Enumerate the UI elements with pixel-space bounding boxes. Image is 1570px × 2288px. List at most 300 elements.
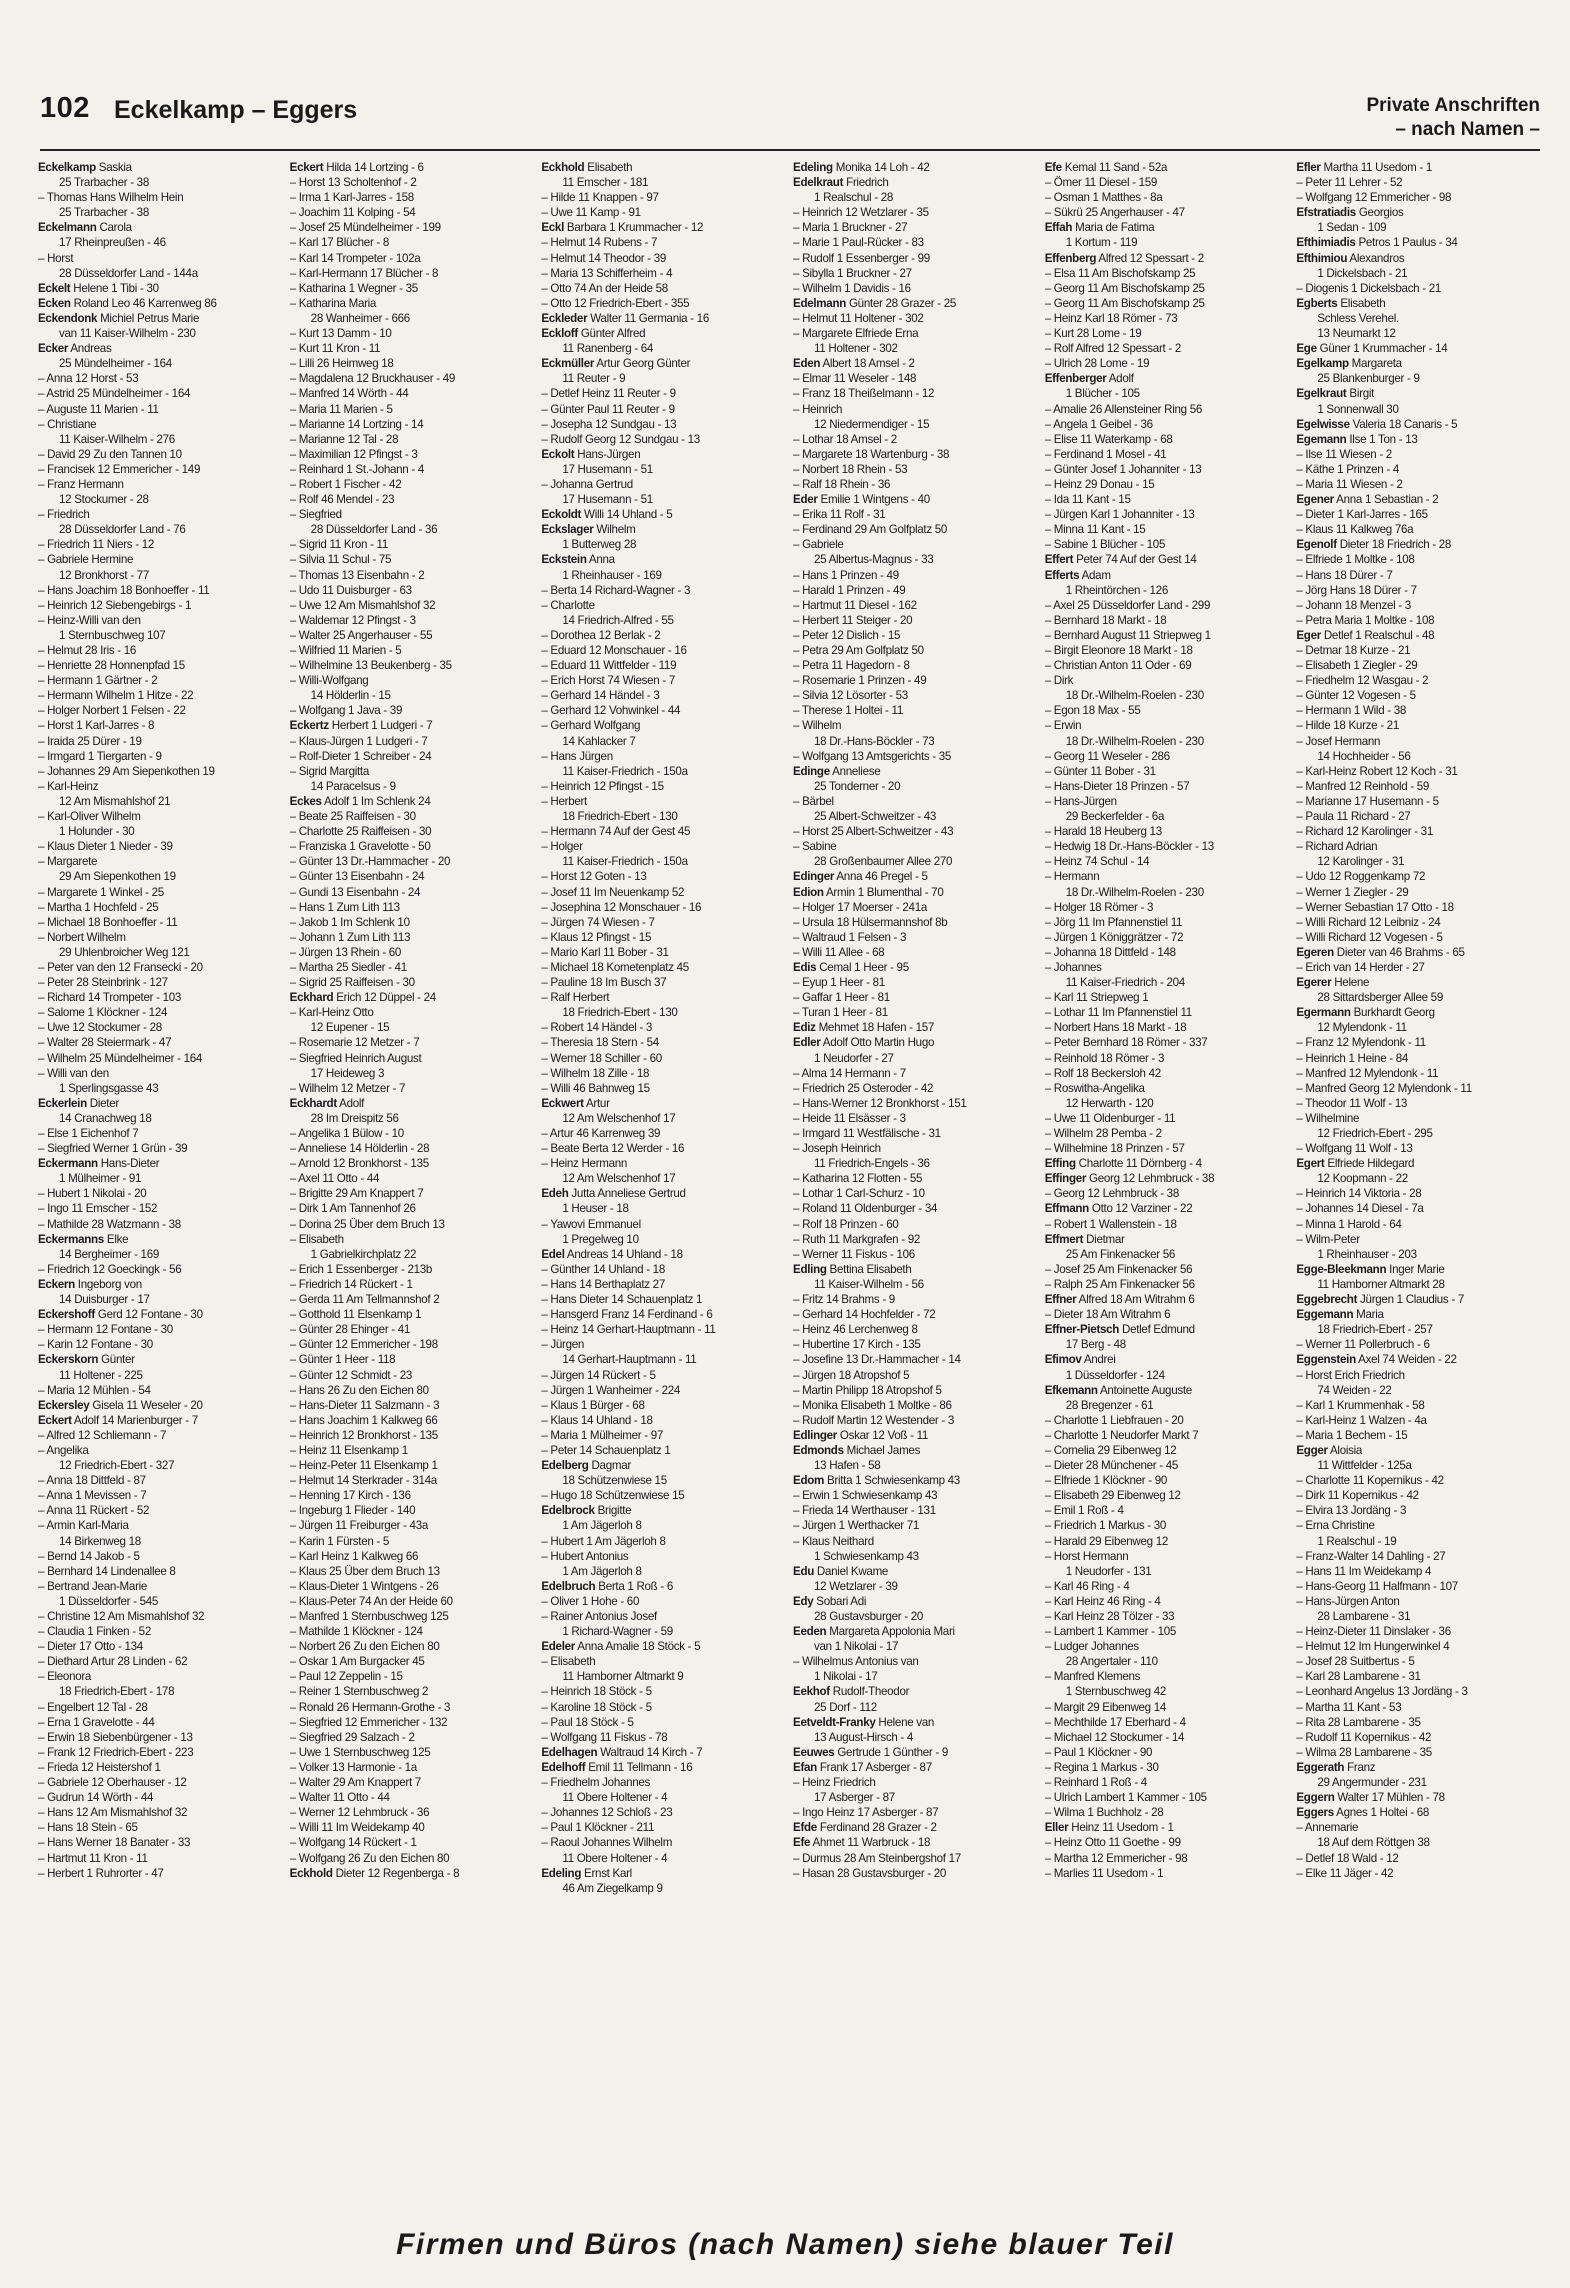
surname-entry [793, 1262, 1039, 1277]
sub-entry: – Günter 28 Ehinger - 41 [289, 1323, 411, 1337]
sub-entry: – Klaus 25 Über dem Bruch 13 [289, 1564, 440, 1578]
page-header [40, 86, 1540, 146]
address-line: 11 Kaiser-Friedrich - 204 [1065, 976, 1185, 990]
surname: Edlinger [793, 1428, 837, 1442]
address-line: 28 Lambarene - 31 [1317, 1610, 1411, 1623]
address-line: 12 Friedrich-Ebert - 327 [59, 1459, 175, 1473]
sub-entry: – Martha 25 Siedler - 41 [289, 960, 407, 974]
surname: Eckert [289, 161, 324, 174]
surname: Eckershoff [38, 1308, 95, 1322]
entry-detail: Adolf 14 Marienburger - 7 [71, 1413, 198, 1427]
surname-entry [541, 220, 787, 235]
address-line: 28 Düsseldorfer Land - 144a [59, 266, 198, 280]
address-line: 28 Großenbaumer Allee 270 [814, 855, 953, 869]
surname-entry [793, 764, 1039, 779]
sub-entry: – Willi-Wolfgang [289, 674, 369, 688]
surname-entry [290, 160, 536, 175]
sub-entry: – Angela 1 Geibel - 36 [1044, 417, 1153, 431]
surname-entry [541, 552, 787, 567]
address-line: 17 Husemann - 51 [562, 493, 653, 507]
surname-entry [1296, 356, 1542, 371]
entry-detail: Adolf Otto Martin Hugo [820, 1036, 935, 1050]
sub-entry: – Jürgen 1 Werthacker 71 [793, 1519, 920, 1533]
entry-detail: Willi 14 Uhland - 5 [581, 508, 673, 522]
address-line: 1 Realschul - 28 [814, 191, 893, 205]
sub-entry: – Holger [541, 840, 583, 854]
sub-entry: – Kurt 28 Lome - 19 [1044, 327, 1142, 341]
sub-entry: – Lothar 1 Carl-Schurz - 10 [793, 1187, 925, 1201]
surname: Ecker [38, 342, 69, 356]
surname: Eeuwes [793, 1745, 835, 1759]
sub-entry: – Willi van den [38, 1066, 109, 1080]
sub-entry: – Karl 1 Krummenhak - 58 [1296, 1398, 1425, 1412]
surname-entry [793, 960, 1039, 975]
address-line: 14 Bergheimer - 169 [59, 1247, 159, 1261]
sub-entry: – Hermann 1 Gärtner - 2 [38, 674, 158, 688]
entry-detail: Hans-Dieter [97, 1157, 160, 1171]
sub-entry: – Hans Werner 18 Banater - 33 [38, 1836, 191, 1850]
surname: Eckhardt [289, 1096, 337, 1110]
address-line: 29 Angermunder - 231 [1317, 1776, 1427, 1790]
sub-entry: – Günter 13 Dr.-Hammacher - 20 [289, 855, 451, 869]
surname: Effmann [1044, 1202, 1089, 1216]
sub-entry: – Hermann 1 Wild - 38 [1296, 704, 1407, 718]
directory-column-6 [1296, 160, 1542, 2220]
surname: Eckmüller [541, 357, 595, 371]
address-line: 11 Kaiser-Wilhelm - 276 [59, 432, 175, 446]
surname-entry [290, 1096, 536, 1111]
sub-entry: – Friedrich 1 Markus - 30 [1044, 1519, 1167, 1533]
sub-entry: – Waltraud 1 Felsen - 3 [793, 930, 907, 944]
sub-entry: – Willi Richard 12 Leibniz - 24 [1296, 915, 1441, 929]
sub-entry: – Mathilde 28 Watzmann - 38 [38, 1217, 181, 1231]
sub-entry: – Gerda 11 Am Tellmannshof 2 [289, 1293, 440, 1307]
sub-entry: – Emil 1 Roß - 4 [1044, 1504, 1124, 1518]
sub-entry: – Hans Joachim 18 Bonhoeffer - 11 [38, 583, 210, 597]
address-line: 25 Mündelheimer - 164 [59, 357, 172, 371]
sub-entry: – Siegfried [289, 508, 342, 522]
entry-detail: Petros 1 Paulus - 34 [1355, 236, 1458, 250]
sub-entry: – Anna 12 Horst - 53 [38, 372, 139, 386]
entry-detail: Andrei [1081, 1353, 1116, 1367]
sub-entry: – Alma 14 Hermann - 7 [793, 1066, 906, 1080]
address-line: 28 Im Dreispitz 56 [310, 1111, 399, 1125]
address-line: 12 Mylendonk - 11 [1317, 1021, 1407, 1035]
directory-columns [38, 160, 1542, 2220]
sub-entry: – Günter Paul 11 Reuter - 9 [541, 402, 675, 416]
surname: Eckoldt [541, 508, 582, 522]
entry-detail: Detlef 1 Realschul - 48 [1320, 628, 1435, 642]
surname-entry [793, 160, 1039, 175]
sub-entry: – Detlef Heinz 11 Reuter - 9 [541, 387, 676, 401]
section-subtitle: – nach Namen – [1395, 119, 1540, 140]
sub-entry: – Mario Karl 11 Bober - 31 [541, 945, 669, 959]
sub-entry: – Hans 1 Zum Lith 113 [289, 900, 400, 914]
sub-entry: – David 29 Zu den Tannen 10 [38, 447, 182, 461]
sub-entry: – Dorina 25 Über dem Bruch 13 [289, 1217, 445, 1231]
sub-entry: – Sibylla 1 Bruckner - 27 [793, 266, 912, 280]
sub-entry: – Maria 11 Wiesen - 2 [1296, 477, 1403, 491]
sub-entry: – Karl Heinz 46 Ring - 4 [1044, 1594, 1161, 1608]
sub-entry: – Jürgen 1 Wanheimer - 224 [541, 1383, 681, 1397]
sub-entry: – Artur 46 Karrenweg 39 [541, 1127, 661, 1140]
sub-entry: – Elisabeth [541, 1655, 596, 1669]
address-line: 17 Rheinpreußen - 46 [59, 236, 166, 250]
sub-entry: – Roland 11 Oldenburger - 34 [793, 1202, 938, 1216]
sub-entry: – Theodor 11 Wolf - 13 [1296, 1096, 1408, 1110]
entry-detail: Dieter 18 Friedrich - 28 [1336, 538, 1452, 552]
address-line: 11 Obere Holtener - 4 [562, 1791, 668, 1805]
sub-entry: – Klaus 1 Bürger - 68 [541, 1398, 645, 1412]
sub-entry: – Karin 12 Fontane - 30 [38, 1338, 153, 1352]
surname-entry [1045, 1383, 1291, 1398]
address-line: 18 Dr.-Wilhelm-Roelen - 230 [1065, 734, 1204, 748]
sub-entry: – Maximilian 12 Pfingst - 3 [289, 447, 418, 461]
page-range-title: Eckelkamp – Eggers [114, 96, 358, 124]
entry-detail: Gertrude 1 Günther - 9 [834, 1745, 949, 1759]
entry-detail: Dieter [86, 1096, 119, 1110]
entry-detail: Dagmar [588, 1459, 631, 1473]
surname-entry [38, 1352, 284, 1367]
sub-entry: – Annemarie [1296, 1821, 1359, 1835]
entry-detail: Ingeborg von [74, 1277, 142, 1291]
address-line: 1 Realschul - 19 [1317, 1534, 1397, 1548]
surname-entry [541, 522, 787, 537]
sub-entry: – Johannes 29 Am Siepenkothen 19 [38, 764, 215, 778]
sub-entry: – Manfred 12 Mylendonk - 11 [1296, 1066, 1439, 1080]
sub-entry: – Gaffar 1 Heer - 81 [793, 991, 890, 1005]
entry-detail: Charlotte 11 Dörnberg - 4 [1075, 1157, 1202, 1171]
sub-entry: – Paul 18 Stöck - 5 [541, 1715, 634, 1729]
sub-entry: – Johanna 18 Dittfeld - 148 [1044, 945, 1176, 959]
surname-entry [1045, 568, 1291, 583]
sub-entry: – Bärbel [793, 794, 834, 808]
sub-entry: – Turan 1 Heer - 81 [793, 1006, 888, 1020]
address-line: van 1 Nikolai - 17 [814, 1640, 899, 1654]
entry-detail: Sobari Adi [813, 1594, 867, 1608]
sub-entry: – Harald 29 Eibenweg 12 [1044, 1534, 1168, 1548]
directory-column-2 [290, 160, 536, 2220]
address-line: 11 Holtener - 302 [814, 342, 898, 356]
surname-entry [541, 1866, 787, 1881]
entry-detail: Berta 1 Roß - 6 [595, 1579, 674, 1593]
entry-detail: Agnes 1 Holtei - 68 [1333, 1806, 1430, 1820]
surname-entry [1045, 1322, 1291, 1337]
surname: Egberts [1296, 296, 1338, 310]
sub-entry: – Karl-Heinz 1 Walzen - 4a [1296, 1413, 1427, 1427]
sub-entry: – Willi 46 Bahnweg 15 [541, 1081, 650, 1095]
sub-entry: – Eleonora [38, 1670, 92, 1684]
address-line: 14 Paracelsus - 9 [310, 779, 396, 793]
sub-entry: – Karl 11 Striepweg 1 [1044, 991, 1149, 1005]
surname: Edelbrock [541, 1504, 595, 1518]
sub-entry: – Wilhelmine 13 Beukenberg - 35 [289, 659, 452, 673]
sub-entry: – Friedrich 11 Niers - 12 [38, 538, 154, 552]
address-line: 1 Rheinhauser - 203 [1317, 1247, 1417, 1261]
sub-entry: – Iraida 25 Dürer - 19 [38, 734, 142, 748]
entry-detail: Ferdinand 28 Grazer - 2 [816, 1821, 937, 1835]
address-line: 11 Wittfelder - 125a [1317, 1459, 1412, 1473]
sub-entry: – Josephina 12 Monschauer - 16 [541, 900, 702, 914]
entry-detail: Armin 1 Blumenthal - 70 [823, 885, 944, 899]
sub-entry: – Maria 1 Bruckner - 27 [793, 221, 908, 235]
address-line: 17 Berg - 48 [1065, 1338, 1126, 1352]
sub-entry: – Regina 1 Markus - 30 [1044, 1760, 1159, 1774]
sub-entry: – Irmgard 11 Westfälische - 31 [793, 1127, 941, 1140]
sub-entry: – Manfred Klemens [1044, 1670, 1141, 1684]
surname-entry [793, 1684, 1039, 1699]
sub-entry: – Ulrich 28 Lome - 19 [1044, 357, 1150, 371]
sub-entry: – Raoul Johannes Wilhelm [541, 1836, 673, 1850]
sub-entry: – Otto 12 Friedrich-Ebert - 355 [541, 296, 690, 310]
sub-entry: – Anna 1 Mevissen - 7 [38, 1489, 147, 1503]
address-line: 1 Kortum - 119 [1065, 236, 1138, 250]
sub-entry: – Axel 11 Otto - 44 [289, 1172, 380, 1186]
sub-entry: – Sigrid 11 Kron - 11 [289, 538, 388, 552]
surname: Edy [793, 1594, 814, 1608]
address-line: 11 Kaiser-Friedrich - 150a [562, 764, 688, 778]
surname: Eckwert [541, 1096, 584, 1110]
sub-entry: – Sükrü 25 Angerhauser - 47 [1044, 206, 1185, 220]
sub-entry: – Heinz Friedrich [793, 1776, 876, 1790]
sub-entry: – Ömer 11 Diesel - 159 [1044, 176, 1158, 190]
sub-entry: – Eyup 1 Heer - 81 [793, 976, 885, 990]
sub-entry: – Pauline 18 Im Busch 37 [541, 976, 667, 990]
sub-entry: – Karl 14 Trompeter - 102a [289, 251, 421, 265]
sub-entry: – Heinrich 12 Bronkhorst - 135 [289, 1428, 438, 1442]
sub-entry: – Hans-Jürgen Anton [1296, 1594, 1400, 1608]
sub-entry: – Robert 14 Händel - 3 [541, 1021, 653, 1035]
sub-entry: – Gerhard 14 Händel - 3 [541, 689, 660, 703]
entry-detail: Ahmet 11 Warbruck - 18 [810, 1836, 931, 1850]
sub-entry: – Elisabeth [289, 1232, 344, 1246]
sub-entry: – Ronald 26 Hermann-Grothe - 3 [289, 1700, 451, 1714]
surname: Eckstein [541, 553, 587, 567]
sub-entry: – Lambert 1 Kammer - 105 [1044, 1625, 1177, 1639]
address-line: 11 Reuter - 9 [562, 372, 626, 386]
entry-detail: Anneliese [829, 764, 881, 778]
sub-entry: – Dieter 18 Am Witrahm 6 [1044, 1308, 1171, 1322]
sub-entry: – Charlotte 11 Kopernikus - 42 [1296, 1474, 1444, 1488]
sub-entry: – Hans-Dieter 18 Prinzen - 57 [1044, 779, 1190, 793]
surname: Egeren [1296, 945, 1334, 959]
entry-detail: Martha 11 Usedom - 1 [1320, 161, 1433, 174]
surname-entry [793, 1564, 1039, 1579]
address-line: 28 Wanheimer - 666 [310, 311, 410, 325]
surname-entry [38, 1398, 284, 1413]
surname: Eekhof [793, 1685, 830, 1699]
address-line: 11 Kaiser-Wilhelm - 56 [814, 1277, 924, 1291]
sub-entry: – Anna 11 Rückert - 52 [38, 1504, 150, 1518]
entry-detail: Antoinette Auguste [1097, 1383, 1192, 1397]
address-line: 14 Birkenweg 18 [59, 1534, 141, 1548]
surname: Eckelkamp [38, 161, 96, 174]
address-line: 1 Am Jägerloh 8 [562, 1564, 642, 1578]
surname: Eden [793, 357, 821, 371]
surname: Eckslager [541, 523, 594, 537]
surname-entry [541, 160, 787, 175]
sub-entry: – Josef 11 Im Neuenkamp 52 [541, 885, 685, 899]
sub-entry: – Holger 17 Moerser - 241a [793, 900, 927, 914]
sub-entry: – Heinz Otto 11 Goethe - 99 [1044, 1836, 1181, 1850]
sub-entry: – Ralf Herbert [541, 991, 610, 1005]
sub-entry: – Ferdinand 1 Mosel - 41 [1044, 447, 1167, 461]
sub-entry: – Hasan 28 Gustavsburger - 20 [793, 1866, 947, 1880]
sub-entry: – Günter 13 Eisenbahn - 24 [289, 870, 425, 884]
directory-column-1 [38, 160, 284, 2220]
sub-entry: – Ingo Heinz 17 Asberger - 87 [793, 1806, 939, 1820]
sub-entry: – Rudolf 11 Kopernikus - 42 [1296, 1730, 1432, 1744]
sub-entry: – Peter 28 Steinbrink - 127 [38, 976, 168, 990]
entry-detail: Daniel Kwame [814, 1564, 889, 1578]
entry-detail: Adam [1079, 568, 1111, 582]
entry-detail: Dietmar [1083, 1232, 1125, 1246]
sub-entry: – Wilhelmine [1296, 1111, 1360, 1125]
surname-entry [541, 1458, 787, 1473]
surname-entry [1045, 371, 1291, 386]
directory-column-3 [541, 160, 787, 2220]
surname-entry [793, 356, 1039, 371]
entry-detail: Frank 17 Asberger - 87 [816, 1760, 932, 1774]
surname: Efe [793, 1836, 811, 1850]
surname-entry [38, 220, 284, 235]
entry-detail: Gisela 11 Weseler - 20 [89, 1398, 203, 1412]
surname: Efkemann [1044, 1383, 1098, 1397]
address-line: 17 Asberger - 87 [814, 1791, 895, 1805]
sub-entry: – Gerhard Wolfgang [541, 719, 641, 733]
sub-entry: – Hans Dieter 14 Schauenplatz 1 [541, 1293, 703, 1307]
sub-entry: – Engelbert 12 Tal - 28 [38, 1700, 148, 1714]
surname: Eggers [1296, 1806, 1334, 1820]
sub-entry: – Heinrich [793, 402, 843, 416]
sub-entry: – Wolfgang 11 Fiskus - 78 [541, 1730, 668, 1744]
sub-entry: – Arnold 12 Bronkhorst - 135 [289, 1157, 429, 1171]
sub-entry: – Petra Maria 1 Moltke - 108 [1296, 613, 1435, 627]
entry-detail: Valeria 18 Canaris - 5 [1349, 417, 1458, 431]
surname-entry [541, 1186, 787, 1201]
entry-detail: Andreas 14 Uhland - 18 [564, 1247, 683, 1261]
surname-entry [1296, 537, 1542, 552]
sub-entry: – Georg 11 Am Bischofskamp 25 [1044, 281, 1205, 295]
address-line: 18 Auf dem Röttgen 38 [1317, 1836, 1430, 1850]
sub-entry: – Gotthold 11 Elsenkamp 1 [289, 1308, 422, 1322]
address-line: 1 Mülheimer - 91 [59, 1172, 142, 1186]
surname: Egger [1296, 1443, 1328, 1457]
surname-entry [1296, 1262, 1542, 1277]
sub-entry: – Brigitte 29 Am Knappert 7 [289, 1187, 424, 1201]
address-line: 1 Sternbuschweg 107 [59, 628, 166, 642]
sub-entry: – Robert 1 Fischer - 42 [289, 477, 402, 491]
surname: Egermann [1296, 1006, 1351, 1020]
surname: Effah [1044, 221, 1073, 235]
sub-entry: – Willi 11 Allee - 68 [793, 945, 885, 959]
sub-entry: – Horst 25 Albert-Schweitzer - 43 [793, 825, 954, 839]
sub-entry: – Heinrich 18 Stöck - 5 [541, 1685, 652, 1699]
entry-detail: Artur Georg Günter [594, 357, 691, 371]
surname-entry [1045, 1352, 1291, 1367]
surname-entry [541, 1745, 787, 1760]
sub-entry: – Norbert 18 Rhein - 53 [793, 462, 908, 476]
sub-entry: – Jürgen 11 Freiburger - 43a [289, 1519, 428, 1533]
surname-entry [1296, 628, 1542, 643]
surname-entry [793, 296, 1039, 311]
surname: Edelhoff [541, 1760, 586, 1774]
sub-entry: – Wolfgang 1 Java - 39 [289, 704, 403, 718]
sub-entry: – Helmut 28 Iris - 16 [38, 644, 137, 657]
surname: Eggebrecht [1296, 1293, 1358, 1307]
sub-entry: – Margarete 1 Winkel - 25 [38, 885, 164, 899]
sub-entry: – Wolfgang 26 Zu den Eichen 80 [289, 1851, 450, 1865]
address-line: 46 Am Ziegelkamp 9 [562, 1881, 663, 1895]
entry-detail: Ilse 1 Ton - 13 [1346, 432, 1418, 446]
sub-entry: – Salome 1 Klöckner - 124 [38, 1006, 168, 1020]
surname: Egemann [1296, 432, 1347, 446]
sub-entry: – Bertrand Jean-Marie [38, 1579, 148, 1593]
sub-entry: – Hans 18 Dürer - 7 [1296, 568, 1393, 582]
sub-entry: – Herbert 11 Steiger - 20 [793, 613, 913, 627]
sub-entry: – Joachim 11 Kolping - 54 [289, 206, 416, 220]
entry-detail: Monika 14 Loh - 42 [832, 161, 930, 174]
sub-entry: – Elisabeth 29 Eibenweg 12 [1044, 1489, 1181, 1503]
sub-entry: – Lilli 26 Heimweg 18 [289, 357, 394, 371]
sub-entry: – Hubert Antonius [541, 1549, 629, 1563]
address-line: 1 Sternbuschweg 42 [1065, 1685, 1166, 1699]
surname: Edmonds [793, 1443, 844, 1457]
surname-entry [541, 447, 787, 462]
sub-entry: – Wilhelm [793, 719, 842, 733]
surname-entry [793, 1760, 1039, 1775]
surname-entry [1296, 160, 1542, 175]
entry-detail: Anna [586, 553, 615, 567]
sub-entry: – Martha 12 Emmericher - 98 [1044, 1851, 1188, 1865]
sub-entry: – Klaus-Dieter 1 Wintgens - 26 [289, 1579, 439, 1593]
address-line: 14 Hochheider - 56 [1317, 749, 1411, 763]
sub-entry: – Auguste 11 Marien - 11 [38, 402, 159, 416]
sub-entry: – Angelika [38, 1443, 89, 1457]
sub-entry: – Minna 1 Harold - 64 [1296, 1217, 1402, 1231]
entry-detail: Inger Marie [1386, 1262, 1445, 1276]
surname-entry [38, 1096, 284, 1111]
sub-entry: – Karoline 18 Stöck - 5 [541, 1700, 652, 1714]
surname: Efferts [1044, 568, 1080, 582]
sub-entry: – Klaus 14 Uhland - 18 [541, 1413, 653, 1427]
sub-entry: – Irmgard 1 Tiergarten - 9 [38, 749, 162, 763]
address-line: 1 Blücher - 105 [1065, 387, 1140, 401]
surname-entry [38, 1277, 284, 1292]
sub-entry: – Richard 14 Trompeter - 103 [38, 991, 182, 1005]
surname: Eggerath [1296, 1760, 1345, 1774]
address-line: 11 Holtener - 225 [59, 1368, 143, 1382]
sub-entry: – Wilhelmus Antonius van [793, 1655, 919, 1669]
sub-entry: – Robert 1 Wallenstein - 18 [1044, 1217, 1177, 1231]
address-line: 1 Düsseldorfer - 124 [1065, 1368, 1165, 1382]
entry-detail: Saskia [95, 161, 132, 174]
sub-entry: – Gudrun 14 Wörth - 44 [38, 1791, 154, 1805]
sub-entry: – Charlotte [541, 598, 595, 612]
sub-entry: – Georg 12 Lehmbruck - 38 [1044, 1187, 1179, 1201]
surname-entry [793, 1835, 1039, 1850]
sub-entry: – Cornelia 29 Eibenweg 12 [1044, 1443, 1177, 1457]
sub-entry: – Rainer Antonius Josef [541, 1610, 657, 1623]
address-line: 11 Hamborner Altmarkt 28 [1317, 1277, 1445, 1291]
sub-entry: – Günter 11 Bober - 31 [1044, 764, 1156, 778]
address-line: 1 Neudorfer - 27 [814, 1051, 894, 1065]
sub-entry: – Siegfried Werner 1 Grün - 39 [38, 1142, 188, 1156]
sub-entry: – Manfred 14 Wörth - 44 [289, 387, 409, 401]
sub-entry: – Silvia 11 Schul - 75 [289, 553, 392, 567]
address-line: 1 Heuser - 18 [562, 1202, 629, 1216]
sub-entry: – Sigrid Margitta [289, 764, 369, 778]
